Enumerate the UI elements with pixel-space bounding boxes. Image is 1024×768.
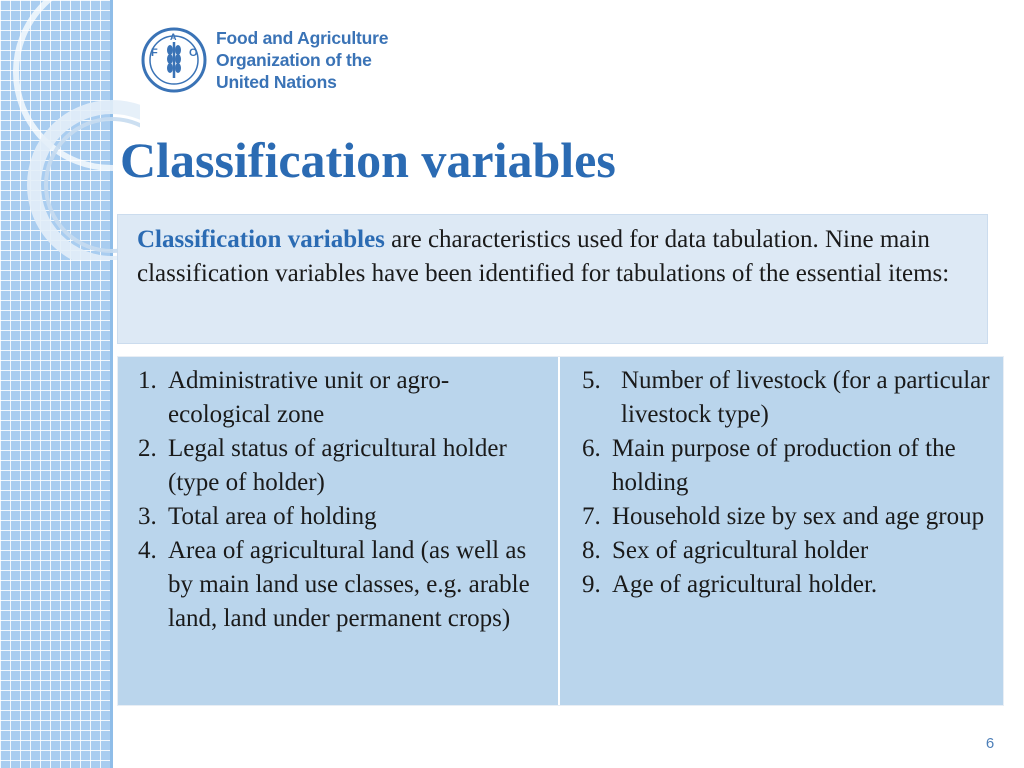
item-number: 6. <box>582 435 601 462</box>
intro-box <box>117 214 988 344</box>
item-text: Legal status of agricultural holder (type of holder) <box>168 435 507 496</box>
item-text: Age of agricultural holder. <box>612 571 878 598</box>
item-text: Number of livestock (for a particular livestock type) <box>621 367 990 428</box>
item-number: 7. <box>582 503 601 530</box>
classification-table <box>117 356 1004 706</box>
item-text: Administrative unit or agro-ecological zone <box>168 367 450 428</box>
org-name-line-3: United Nations <box>216 72 337 92</box>
item-number: 3. <box>138 503 157 530</box>
item-number: 2. <box>138 435 157 462</box>
item-text: Sex of agricultural holder <box>612 537 869 564</box>
list-item <box>138 432 550 500</box>
org-name-line-1: Food and Agriculture <box>216 28 389 48</box>
item-number: 5. <box>582 367 601 394</box>
page-number: 6 <box>985 735 995 752</box>
svg-text:F: F <box>151 47 158 59</box>
list-item <box>138 364 550 432</box>
list-item <box>582 364 995 432</box>
right-column <box>560 357 1003 705</box>
svg-text:A: A <box>170 32 177 42</box>
item-text: Main purpose of production of the holding <box>612 435 956 496</box>
item-number: 4. <box>138 537 157 564</box>
item-text: Household size by sex and age group <box>612 503 985 530</box>
item-number: 8. <box>582 537 601 564</box>
intro-text: are characteristics used for data tabulation. Nine main classification variables have been identified for tabulations of the essential items: <box>137 226 950 287</box>
page-title: Classification variables <box>120 132 616 188</box>
item-number: 9. <box>582 571 601 598</box>
list-item <box>138 500 550 534</box>
left-column <box>118 357 560 705</box>
list-item <box>582 500 995 534</box>
fao-emblem-icon <box>140 26 208 94</box>
item-text: Total area of holding <box>168 503 377 530</box>
svg-text:O: O <box>189 47 198 59</box>
list-item <box>582 534 995 568</box>
list-item <box>582 432 995 500</box>
list-item <box>582 568 995 602</box>
item-number: 1. <box>138 367 157 394</box>
org-name-line-2: Organization of the <box>216 50 372 70</box>
item-text: Area of agricultural land (as well as by main land use classes, e.g. arable land, land under permanent crops) <box>168 537 530 632</box>
list-item <box>138 534 550 636</box>
intro-highlight: Classification variables <box>137 226 385 253</box>
fao-logo <box>140 26 388 94</box>
